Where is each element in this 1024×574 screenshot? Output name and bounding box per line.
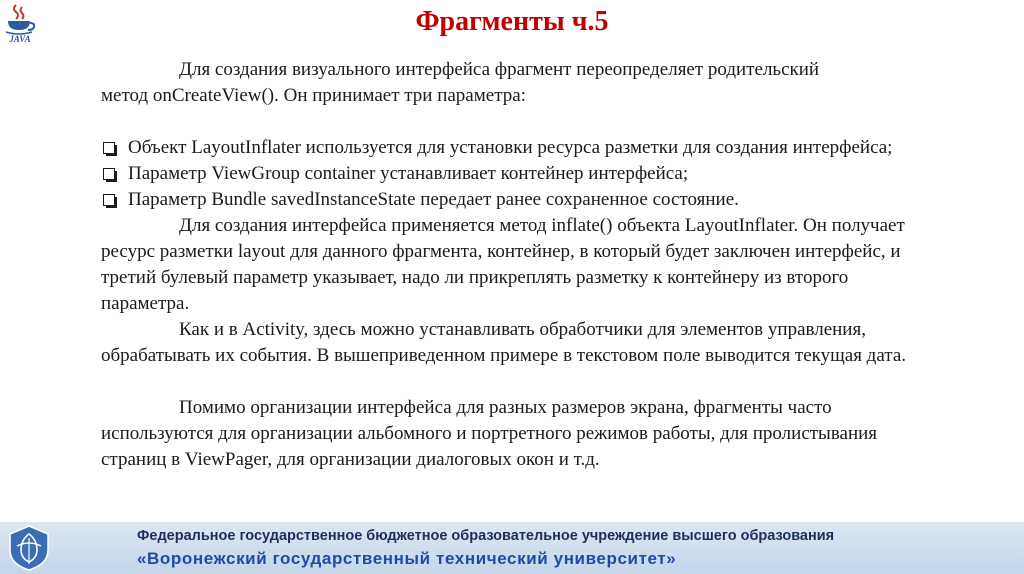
java-logo-label: JAVA xyxy=(9,34,31,44)
slide-body xyxy=(101,57,941,473)
list-item-text: Параметр Bundle savedInstanceState передает ранее сохраненное состояние. xyxy=(128,189,739,210)
parameter-list xyxy=(101,135,941,213)
footer-banner xyxy=(0,522,1024,574)
intro-line-2: метод onCreateView(). Он принимает три параметра: xyxy=(101,85,526,106)
activity-paragraph: Как и в Activity, здесь можно устанавливать обработчики для элементов управления, обрабатывать их события. В вышеприведенном примере в текстовом поле выводится текущая дата. xyxy=(101,319,907,366)
checkbox-bullet-icon xyxy=(103,194,115,206)
list-item-text: Параметр ViewGroup container устанавливает контейнер интерфейса; xyxy=(128,163,689,184)
paragraph-gap xyxy=(101,369,941,395)
paragraph-gap xyxy=(101,109,941,135)
inflate-paragraph: Для создания интерфейса применяется метод inflate() объекта LayoutInflater. Он получает ресурс разметки layout для данного фрагмента, контейнер, в который будет заключен интерфейс, и третий булевый параметр указывает, надо ли прикреплять разметку к контейнеру из второго параметра. xyxy=(101,215,905,314)
usage-paragraph: Помимо организации интерфейса для разных размеров экрана, фрагменты часто используются для организации альбомного и портретного режимов работы, для пролистывания страниц в ViewPager, для организации диалоговых окон и т.д. xyxy=(101,397,878,470)
checkbox-bullet-icon xyxy=(103,142,115,154)
intro-line-1: Для создания визуального интерфейса фрагмент переопределяет родительский xyxy=(179,59,820,80)
list-item xyxy=(101,161,941,187)
list-item xyxy=(101,187,941,213)
list-item xyxy=(101,135,941,161)
list-item-text: Объект LayoutInflater используется для установки ресурса разметки для создания интерфейса; xyxy=(128,137,893,158)
checkbox-bullet-icon xyxy=(103,168,115,180)
university-emblem-icon xyxy=(6,524,52,572)
footer-university-name: «Воронежский государственный технический университет» xyxy=(137,549,677,568)
slide-title: Фрагменты ч.5 xyxy=(415,6,609,37)
footer-institution-type: Федеральное государственное бюджетное образовательное учреждение высшего образования xyxy=(137,528,835,544)
